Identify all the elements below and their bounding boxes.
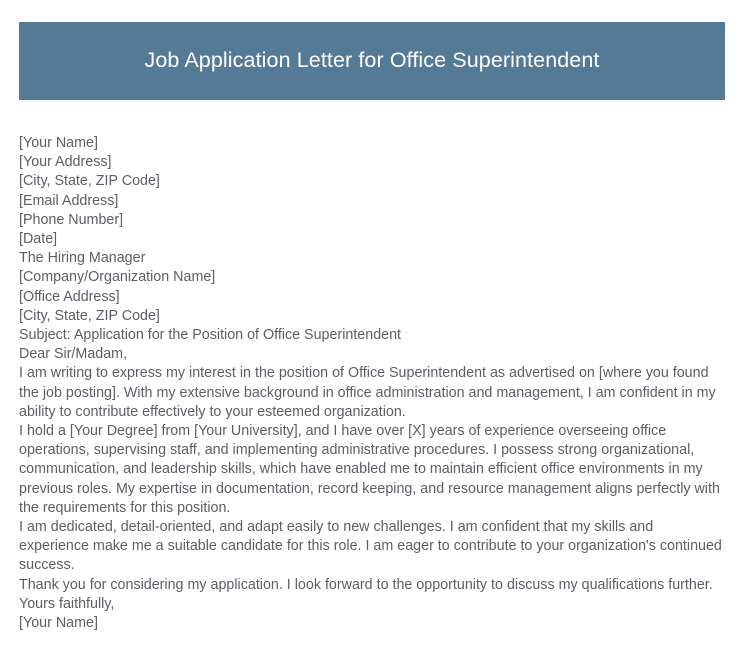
letter-line-salutation: Dear Sir/Madam,	[19, 346, 128, 363]
letter-line-recipient-title: The Hiring Manager	[19, 250, 146, 267]
letter-line-signoff: Yours faithfully,	[19, 595, 115, 612]
letter-line-subject: Subject: Application for the Position of Office Superintendent	[19, 327, 402, 344]
letter-line-signature-name: [Your Name]	[19, 615, 98, 632]
letter-paragraph-qualifications: I hold a [Your Degree] from [Your University], and I have over [X] years of experience overseeing office operations, supervising staff, and implementing administrative procedures. I possess strong organizational, communication, and leadership skills, which have enabled me to maintain efficient office environments in my previous roles. My expertise in documentation, record keeping, and resource management aligns perfectly with the requirements for this position.	[19, 423, 720, 516]
letter-paragraph-closing: Thank you for considering my application. I look forward to the opportunity to discuss my qualifications further.	[19, 576, 713, 593]
letter-line-city-state-zip: [City, State, ZIP Code]	[19, 173, 160, 190]
letter-line-your-address: [Your Address]	[19, 154, 112, 171]
letter-body	[19, 134, 723, 633]
page-title: Job Application Letter for Office Superintendent	[144, 48, 600, 73]
letter-line-your-name: [Your Name]	[19, 135, 98, 151]
letter-line-email-address: [Email Address]	[19, 192, 119, 209]
letter-line-recipient-city-state-zip: [City, State, ZIP Code]	[19, 307, 160, 324]
letter-paragraph-intro: I am writing to express my interest in the position of Office Superintendent as advertised on [where you found the job posting]. With my extensive background in office administration and management, I am confident in my ability to contribute effectively to your esteemed organization.	[19, 365, 716, 420]
letter-line-company-name: [Company/Organization Name]	[19, 269, 216, 286]
letter-paragraph-attributes: I am dedicated, detail-oriented, and adapt easily to new challenges. I am confident that my skills and experience make me a suitable candidate for this role. I am eager to contribute to your organization's continued success.	[19, 519, 722, 574]
letter-line-office-address: [Office Address]	[19, 288, 120, 305]
letter-line-phone-number: [Phone Number]	[19, 211, 124, 228]
document-header-banner	[19, 22, 725, 100]
letter-line-date: [Date]	[19, 231, 58, 248]
